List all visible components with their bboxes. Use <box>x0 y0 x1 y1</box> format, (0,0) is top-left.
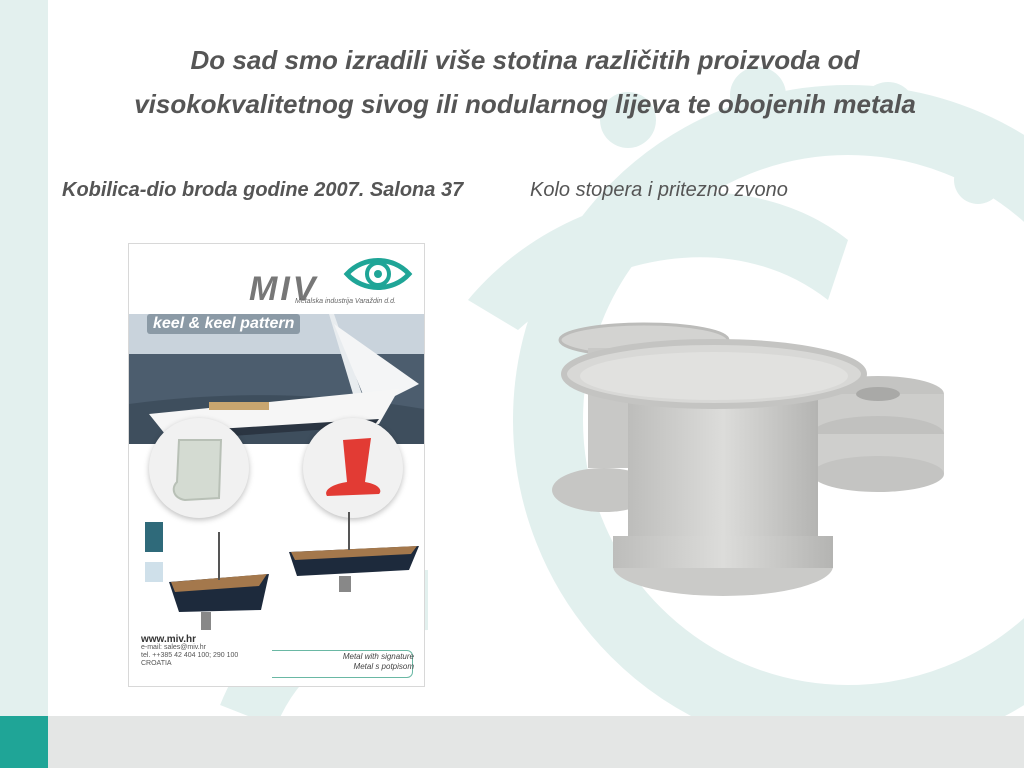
brochure-email: e-mail: sales@miv.hr <box>141 644 206 651</box>
left-accent-bar <box>0 716 48 768</box>
yacht-renderings <box>139 512 424 632</box>
keel-photo-circle <box>149 418 249 518</box>
brochure-slogan <box>343 652 414 672</box>
caption-stopper-wheel: Kolo stopera i pritezno zvono <box>530 179 788 201</box>
miv-logo: MIV <box>249 270 319 308</box>
title-line-2: visokokvalitetnog sivog ili nodularnog lijeva te obojenih metala <box>134 89 916 119</box>
slide-title <box>60 38 990 126</box>
brochure-country: CROATIA <box>141 660 172 667</box>
slogan-en: Metal with signature <box>342 652 414 661</box>
brochure-phone: tel. ++385 42 404 100; 290 100 <box>141 652 239 659</box>
keel-pattern-circle <box>303 418 403 518</box>
caption-keel: Kobilica-dio broda godine 2007. Salona 37 <box>62 179 464 201</box>
company-name: Metalska industrija Varaždin d.d. <box>295 298 396 305</box>
red-keel-pattern <box>303 418 403 518</box>
brochure-banner: keel & keel pattern <box>147 314 300 334</box>
stopper-wheel-photo <box>548 318 948 618</box>
brochure-website: www.miv.hr <box>141 634 197 645</box>
title-line-1: Do sad smo izradili više stotina različitih proizvoda od <box>190 45 860 75</box>
bottom-band <box>48 716 1024 768</box>
keel-shape <box>149 418 249 518</box>
eye-logo-icon <box>343 252 413 296</box>
brochure-image <box>129 244 424 686</box>
brochure-contact <box>141 636 238 668</box>
slogan-hr: Metal s potpisom <box>353 662 414 671</box>
left-band <box>0 0 48 768</box>
